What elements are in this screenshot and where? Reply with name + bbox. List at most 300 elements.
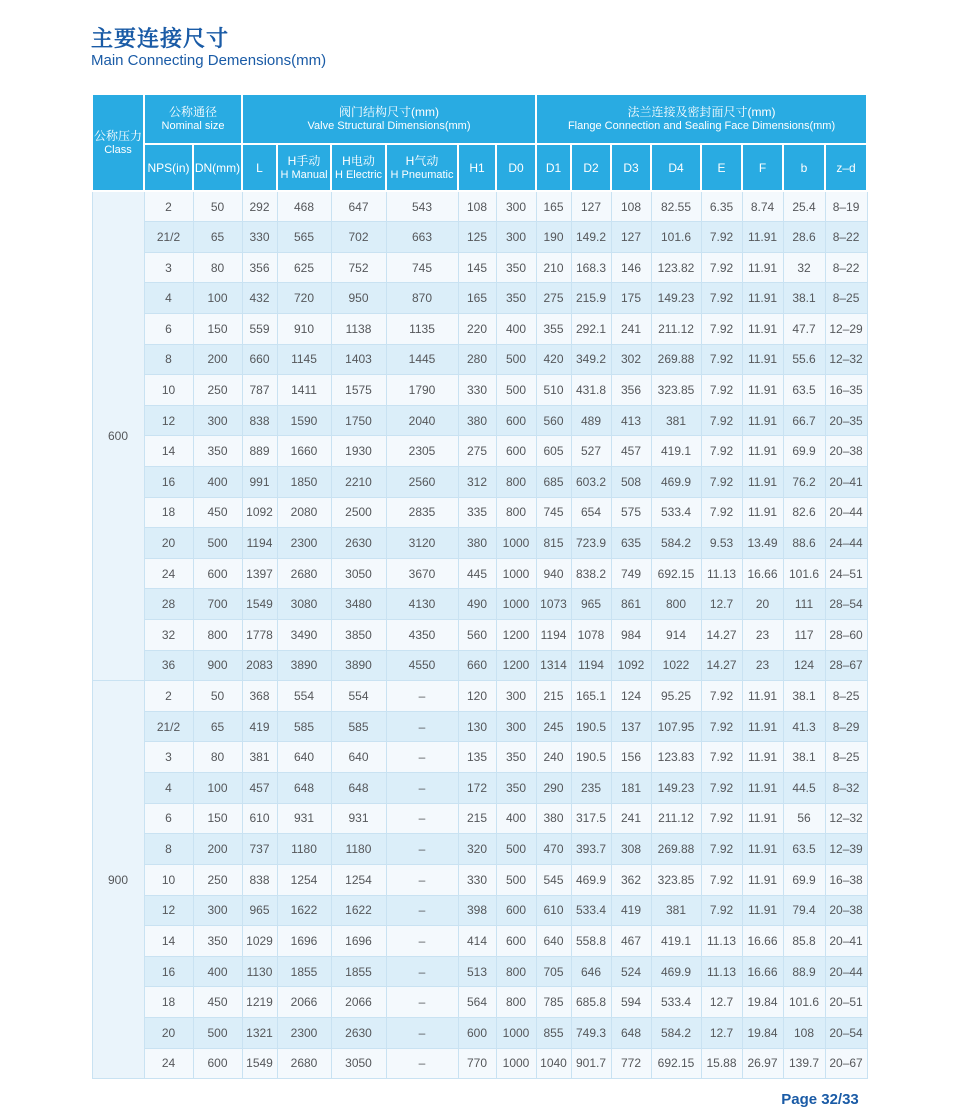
table-cell: 4350 <box>386 620 458 651</box>
table-cell: 692.15 <box>651 558 701 589</box>
table-cell: 12 <box>144 895 193 926</box>
table-cell: 11.91 <box>742 466 783 497</box>
table-cell: 2080 <box>277 497 331 528</box>
table-cell: 11.91 <box>742 283 783 314</box>
table-cell: 16.66 <box>742 926 783 957</box>
column-header-label: F <box>758 160 767 175</box>
page-footer: Page 32/33 <box>781 1091 859 1108</box>
table-cell: 787 <box>242 375 277 406</box>
class-cell: 600 <box>92 191 144 681</box>
table-cell: 414 <box>458 926 496 957</box>
table-cell: 10 <box>144 864 193 895</box>
table-cell: 16.66 <box>742 956 783 987</box>
table-cell: 11.91 <box>742 344 783 375</box>
table-cell: 1397 <box>242 558 277 589</box>
table-cell: 24 <box>144 558 193 589</box>
table-cell: 7.92 <box>701 834 742 865</box>
table-row <box>92 405 867 436</box>
table-cell: 7.92 <box>701 344 742 375</box>
table-cell: 275 <box>536 283 571 314</box>
table-cell: 168.3 <box>571 252 611 283</box>
table-cell: 1022 <box>651 650 701 681</box>
table-cell: 292 <box>242 191 277 222</box>
table-cell: 1855 <box>331 956 386 987</box>
table-cell: 559 <box>242 313 277 344</box>
table-cell: 1200 <box>496 650 536 681</box>
column-header-en: H Electric <box>334 168 383 181</box>
table-cell: 431.8 <box>571 375 611 406</box>
table-cell: 663 <box>386 222 458 253</box>
table-cell: 1254 <box>277 864 331 895</box>
table-cell: 55.6 <box>783 344 825 375</box>
table-cell: 330 <box>458 375 496 406</box>
table-cell: 95.25 <box>651 681 701 712</box>
table-cell: 88.6 <box>783 528 825 559</box>
table-cell: 560 <box>536 405 571 436</box>
table-cell: 241 <box>611 803 651 834</box>
table-cell: 350 <box>496 252 536 283</box>
table-cell: 14 <box>144 436 193 467</box>
table-cell: 3 <box>144 252 193 283</box>
table-cell: 63.5 <box>783 375 825 406</box>
table-cell: 469.9 <box>571 864 611 895</box>
table-cell: 330 <box>242 222 277 253</box>
table-cell: 8–25 <box>825 742 867 773</box>
header-group <box>144 94 242 144</box>
table-cell: 123.83 <box>651 742 701 773</box>
table-cell: 380 <box>458 405 496 436</box>
column-header-label: L <box>256 160 263 175</box>
table-cell: 468 <box>277 191 331 222</box>
table-cell: 1000 <box>496 589 536 620</box>
table-cell: 4 <box>144 283 193 314</box>
column-header-label: D3 <box>623 160 639 175</box>
table-cell: 362 <box>611 864 651 895</box>
table-cell: 20–44 <box>825 956 867 987</box>
table-cell: 600 <box>496 436 536 467</box>
table-row <box>92 375 867 406</box>
table-cell: 2630 <box>331 528 386 559</box>
table-cell: 901.7 <box>571 1048 611 1079</box>
table-cell: 1135 <box>386 313 458 344</box>
table-cell: 11.91 <box>742 834 783 865</box>
table-cell: 19.84 <box>742 987 783 1018</box>
table-row <box>92 803 867 834</box>
header-group <box>536 94 867 144</box>
table-cell: 702 <box>331 222 386 253</box>
table-cell: 241 <box>611 313 651 344</box>
table-cell: 10 <box>144 375 193 406</box>
column-header-label: H1 <box>469 160 485 175</box>
table-row <box>92 650 867 681</box>
table-cell: 24–44 <box>825 528 867 559</box>
table-cell: 7.92 <box>701 711 742 742</box>
table-cell: 654 <box>571 497 611 528</box>
table-cell: 11.13 <box>701 926 742 957</box>
table-cell: 3 <box>144 742 193 773</box>
table-cell: 66.7 <box>783 405 825 436</box>
table-cell: 200 <box>193 834 242 865</box>
table-cell: 554 <box>331 681 386 712</box>
table-cell: 56 <box>783 803 825 834</box>
column-header-label: DN(mm) <box>194 160 241 175</box>
table-cell: 12.7 <box>701 589 742 620</box>
table-cell: 20–38 <box>825 895 867 926</box>
table-cell: 16–38 <box>825 864 867 895</box>
table-cell: 330 <box>458 864 496 895</box>
table-cell: 469.9 <box>651 956 701 987</box>
table-cell: 300 <box>193 895 242 926</box>
table-cell: 3670 <box>386 558 458 589</box>
table-cell: 11.91 <box>742 681 783 712</box>
class-column-header <box>92 94 144 191</box>
table-cell: 1145 <box>277 344 331 375</box>
table-cell: 432 <box>242 283 277 314</box>
table-cell: 554 <box>277 681 331 712</box>
table-cell: 300 <box>496 681 536 712</box>
table-cell: 32 <box>144 620 193 651</box>
table-cell: 11.91 <box>742 895 783 926</box>
table-cell: – <box>386 681 458 712</box>
table-cell: 1194 <box>571 650 611 681</box>
table-cell: 419.1 <box>651 436 701 467</box>
table-cell: 20–67 <box>825 1048 867 1079</box>
header-group-cn: 公称通径 <box>168 105 217 119</box>
table-cell: 692.15 <box>651 1048 701 1079</box>
table-cell: 457 <box>242 773 277 804</box>
class-cell: 900 <box>92 681 144 1079</box>
table-cell: 16 <box>144 466 193 497</box>
table-cell: 7.92 <box>701 313 742 344</box>
table-cell: 20 <box>144 1017 193 1048</box>
table-cell: 625 <box>277 252 331 283</box>
header-group-row <box>92 94 867 144</box>
column-header <box>144 144 193 191</box>
table-cell: 124 <box>783 650 825 681</box>
column-header-label: E <box>717 160 726 175</box>
table-cell: 1549 <box>242 589 277 620</box>
table-cell: 3480 <box>331 589 386 620</box>
table-cell: 12–32 <box>825 803 867 834</box>
table-cell: 800 <box>496 956 536 987</box>
table-cell: 2210 <box>331 466 386 497</box>
table-cell: 323.85 <box>651 375 701 406</box>
table-cell: 135 <box>458 742 496 773</box>
column-header-label: b <box>800 160 808 175</box>
table-cell: 749 <box>611 558 651 589</box>
table-cell: 69.9 <box>783 436 825 467</box>
table-cell: 124 <box>611 681 651 712</box>
table-cell: 6 <box>144 313 193 344</box>
table-cell: 560 <box>458 620 496 651</box>
column-header <box>611 144 651 191</box>
table-cell: 23 <box>742 620 783 651</box>
table-cell: 720 <box>277 283 331 314</box>
table-cell: 500 <box>496 864 536 895</box>
table-cell: 1622 <box>277 895 331 926</box>
table-cell: 931 <box>277 803 331 834</box>
dimensions-table <box>91 93 868 1079</box>
table-cell: 1790 <box>386 375 458 406</box>
header-group-cn: 阀门结构尺寸(mm) <box>339 105 439 119</box>
table-cell: 584.2 <box>651 1017 701 1048</box>
table-cell: 1855 <box>277 956 331 987</box>
table-cell: 146 <box>611 252 651 283</box>
table-cell: 800 <box>193 620 242 651</box>
table-cell: 165 <box>458 283 496 314</box>
table-cell: 323.85 <box>651 864 701 895</box>
table-cell: 1194 <box>536 620 571 651</box>
table-cell: 210 <box>536 252 571 283</box>
table-cell: 815 <box>536 528 571 559</box>
table-cell: 16 <box>144 956 193 987</box>
table-cell: 648 <box>277 773 331 804</box>
table-cell: 600 <box>458 1017 496 1048</box>
table-cell: 457 <box>611 436 651 467</box>
table-cell: 600 <box>193 558 242 589</box>
table-cell: – <box>386 834 458 865</box>
table-cell: 2500 <box>331 497 386 528</box>
column-header-cn: H气动 <box>405 153 439 168</box>
table-cell: 312 <box>458 466 496 497</box>
table-cell: 2040 <box>386 405 458 436</box>
table-cell: 120 <box>458 681 496 712</box>
table-cell: 1445 <box>386 344 458 375</box>
table-cell: 685 <box>536 466 571 497</box>
table-cell: 13.49 <box>742 528 783 559</box>
table-cell: 1000 <box>496 1048 536 1079</box>
table-cell: 640 <box>331 742 386 773</box>
table-row <box>92 926 867 957</box>
table-cell: 28–54 <box>825 589 867 620</box>
table-row <box>92 191 867 222</box>
table-row <box>92 895 867 926</box>
table-cell: 745 <box>536 497 571 528</box>
table-cell: 24–51 <box>825 558 867 589</box>
table-cell: 585 <box>277 711 331 742</box>
table-cell: 565 <box>277 222 331 253</box>
table-cell: 575 <box>611 497 651 528</box>
table-cell: 533.4 <box>651 987 701 1018</box>
table-cell: 18 <box>144 497 193 528</box>
table-cell: 275 <box>458 436 496 467</box>
table-cell: 111 <box>783 589 825 620</box>
table-cell: 32 <box>783 252 825 283</box>
table-row <box>92 497 867 528</box>
table-cell: 950 <box>331 283 386 314</box>
table-cell: 584.2 <box>651 528 701 559</box>
table-cell: 11.91 <box>742 313 783 344</box>
table-cell: 335 <box>458 497 496 528</box>
table-cell: 18 <box>144 987 193 1018</box>
table-cell: 349.2 <box>571 344 611 375</box>
table-cell: 600 <box>496 926 536 957</box>
table-cell: 770 <box>458 1048 496 1079</box>
table-cell: 350 <box>496 773 536 804</box>
table-cell: 1000 <box>496 558 536 589</box>
table-cell: 500 <box>496 834 536 865</box>
table-cell: 20–51 <box>825 987 867 1018</box>
table-cell: 123.82 <box>651 252 701 283</box>
column-header-label: NPS(in) <box>147 160 190 175</box>
table-cell: – <box>386 926 458 957</box>
table-cell: 165.1 <box>571 681 611 712</box>
table-cell: 1696 <box>331 926 386 957</box>
table-cell: 350 <box>496 742 536 773</box>
table-cell: 910 <box>277 313 331 344</box>
column-header-en: H Pneumatic <box>390 168 454 181</box>
table-cell: 28 <box>144 589 193 620</box>
table-cell: 240 <box>536 742 571 773</box>
column-header <box>242 144 277 191</box>
table-cell: 250 <box>193 864 242 895</box>
table-row <box>92 252 867 283</box>
table-cell: 1180 <box>331 834 386 865</box>
column-header-label: D1 <box>545 160 562 175</box>
table-cell: 20–38 <box>825 436 867 467</box>
table-cell: 190.5 <box>571 711 611 742</box>
table-cell: 24 <box>144 1048 193 1079</box>
table-cell: 280 <box>458 344 496 375</box>
table-cell: 3890 <box>331 650 386 681</box>
table-cell: 610 <box>536 895 571 926</box>
table-cell: 889 <box>242 436 277 467</box>
table-cell: 723.9 <box>571 528 611 559</box>
table-cell: 838 <box>242 405 277 436</box>
table-cell: 108 <box>783 1017 825 1048</box>
table-cell: 350 <box>193 436 242 467</box>
table-row <box>92 344 867 375</box>
table-cell: 8–22 <box>825 252 867 283</box>
column-header <box>496 144 536 191</box>
table-cell: 28–67 <box>825 650 867 681</box>
table-row <box>92 466 867 497</box>
table-cell: 8–19 <box>825 191 867 222</box>
table-cell: 1092 <box>611 650 651 681</box>
table-cell: 600 <box>193 1048 242 1079</box>
table-cell: 15.88 <box>701 1048 742 1079</box>
table-cell: 300 <box>193 405 242 436</box>
table-cell: 269.88 <box>651 344 701 375</box>
table-cell: 356 <box>611 375 651 406</box>
table-cell: 44.5 <box>783 773 825 804</box>
table-cell: 137 <box>611 711 651 742</box>
table-cell: 785 <box>536 987 571 1018</box>
table-cell: 172 <box>458 773 496 804</box>
header-group-en: Nominal size <box>161 120 225 132</box>
table-cell: 1411 <box>277 375 331 406</box>
table-cell: 533.4 <box>571 895 611 926</box>
table-cell: 82.6 <box>783 497 825 528</box>
table-cell: 11.91 <box>742 436 783 467</box>
table-cell: 2083 <box>242 650 277 681</box>
table-cell: 215.9 <box>571 283 611 314</box>
table-cell: 1078 <box>571 620 611 651</box>
table-cell: 965 <box>242 895 277 926</box>
table-cell: 398 <box>458 895 496 926</box>
table-cell: 25.4 <box>783 191 825 222</box>
table-cell: 145 <box>458 252 496 283</box>
column-header <box>701 144 742 191</box>
table-row <box>92 834 867 865</box>
table-cell: 14 <box>144 926 193 957</box>
table-cell: – <box>386 742 458 773</box>
table-cell: 8–32 <box>825 773 867 804</box>
table-cell: 65 <box>193 222 242 253</box>
table-cell: 12.7 <box>701 987 742 1018</box>
table-cell: 646 <box>571 956 611 987</box>
table-row <box>92 558 867 589</box>
table-cell: 8–22 <box>825 222 867 253</box>
table-cell: 9.53 <box>701 528 742 559</box>
class-header-en: Class <box>104 143 132 156</box>
class-header-cn: 公称压力 <box>93 128 142 143</box>
table-cell: 400 <box>496 803 536 834</box>
table-row <box>92 589 867 620</box>
table-cell: 400 <box>496 313 536 344</box>
table-cell: 302 <box>611 344 651 375</box>
table-cell: 20–41 <box>825 466 867 497</box>
table-cell: 211.12 <box>651 313 701 344</box>
table-cell: 12 <box>144 405 193 436</box>
table-cell: 1200 <box>496 620 536 651</box>
table-cell: 117 <box>783 620 825 651</box>
table-cell: 940 <box>536 558 571 589</box>
column-header <box>783 144 825 191</box>
table-cell: 7.92 <box>701 466 742 497</box>
table-cell: 11.91 <box>742 405 783 436</box>
table-cell: 510 <box>536 375 571 406</box>
table-cell: 855 <box>536 1017 571 1048</box>
column-header <box>331 144 386 191</box>
column-header-label: D2 <box>583 160 599 175</box>
table-cell: 101.6 <box>783 558 825 589</box>
table-cell: 450 <box>193 987 242 1018</box>
table-cell: 38.1 <box>783 681 825 712</box>
table-cell: 2066 <box>277 987 331 1018</box>
table-cell: 7.92 <box>701 864 742 895</box>
table-cell: 1660 <box>277 436 331 467</box>
table-cell: 320 <box>458 834 496 865</box>
table-cell: 513 <box>458 956 496 987</box>
table-cell: 20–54 <box>825 1017 867 1048</box>
table-cell: 76.2 <box>783 466 825 497</box>
table-cell: 28–60 <box>825 620 867 651</box>
table-cell: – <box>386 1048 458 1079</box>
table-cell: 500 <box>496 375 536 406</box>
table-cell: 156 <box>611 742 651 773</box>
table-cell: 130 <box>458 711 496 742</box>
column-header <box>458 144 496 191</box>
table-cell: 1092 <box>242 497 277 528</box>
column-header-cn: H电动 <box>342 153 375 168</box>
table-cell: 190.5 <box>571 742 611 773</box>
table-cell: 14.27 <box>701 620 742 651</box>
table-cell: 88.9 <box>783 956 825 987</box>
table-cell: 200 <box>193 344 242 375</box>
table-cell: 11.91 <box>742 711 783 742</box>
table-row <box>92 620 867 651</box>
table-cell: 47.7 <box>783 313 825 344</box>
table-cell: 300 <box>496 711 536 742</box>
table-cell: 3050 <box>331 558 386 589</box>
table-cell: 50 <box>193 681 242 712</box>
table-cell: 12.7 <box>701 1017 742 1048</box>
table-cell: 317.5 <box>571 803 611 834</box>
table-cell: 41.3 <box>783 711 825 742</box>
table-cell: – <box>386 711 458 742</box>
table-cell: 3850 <box>331 620 386 651</box>
